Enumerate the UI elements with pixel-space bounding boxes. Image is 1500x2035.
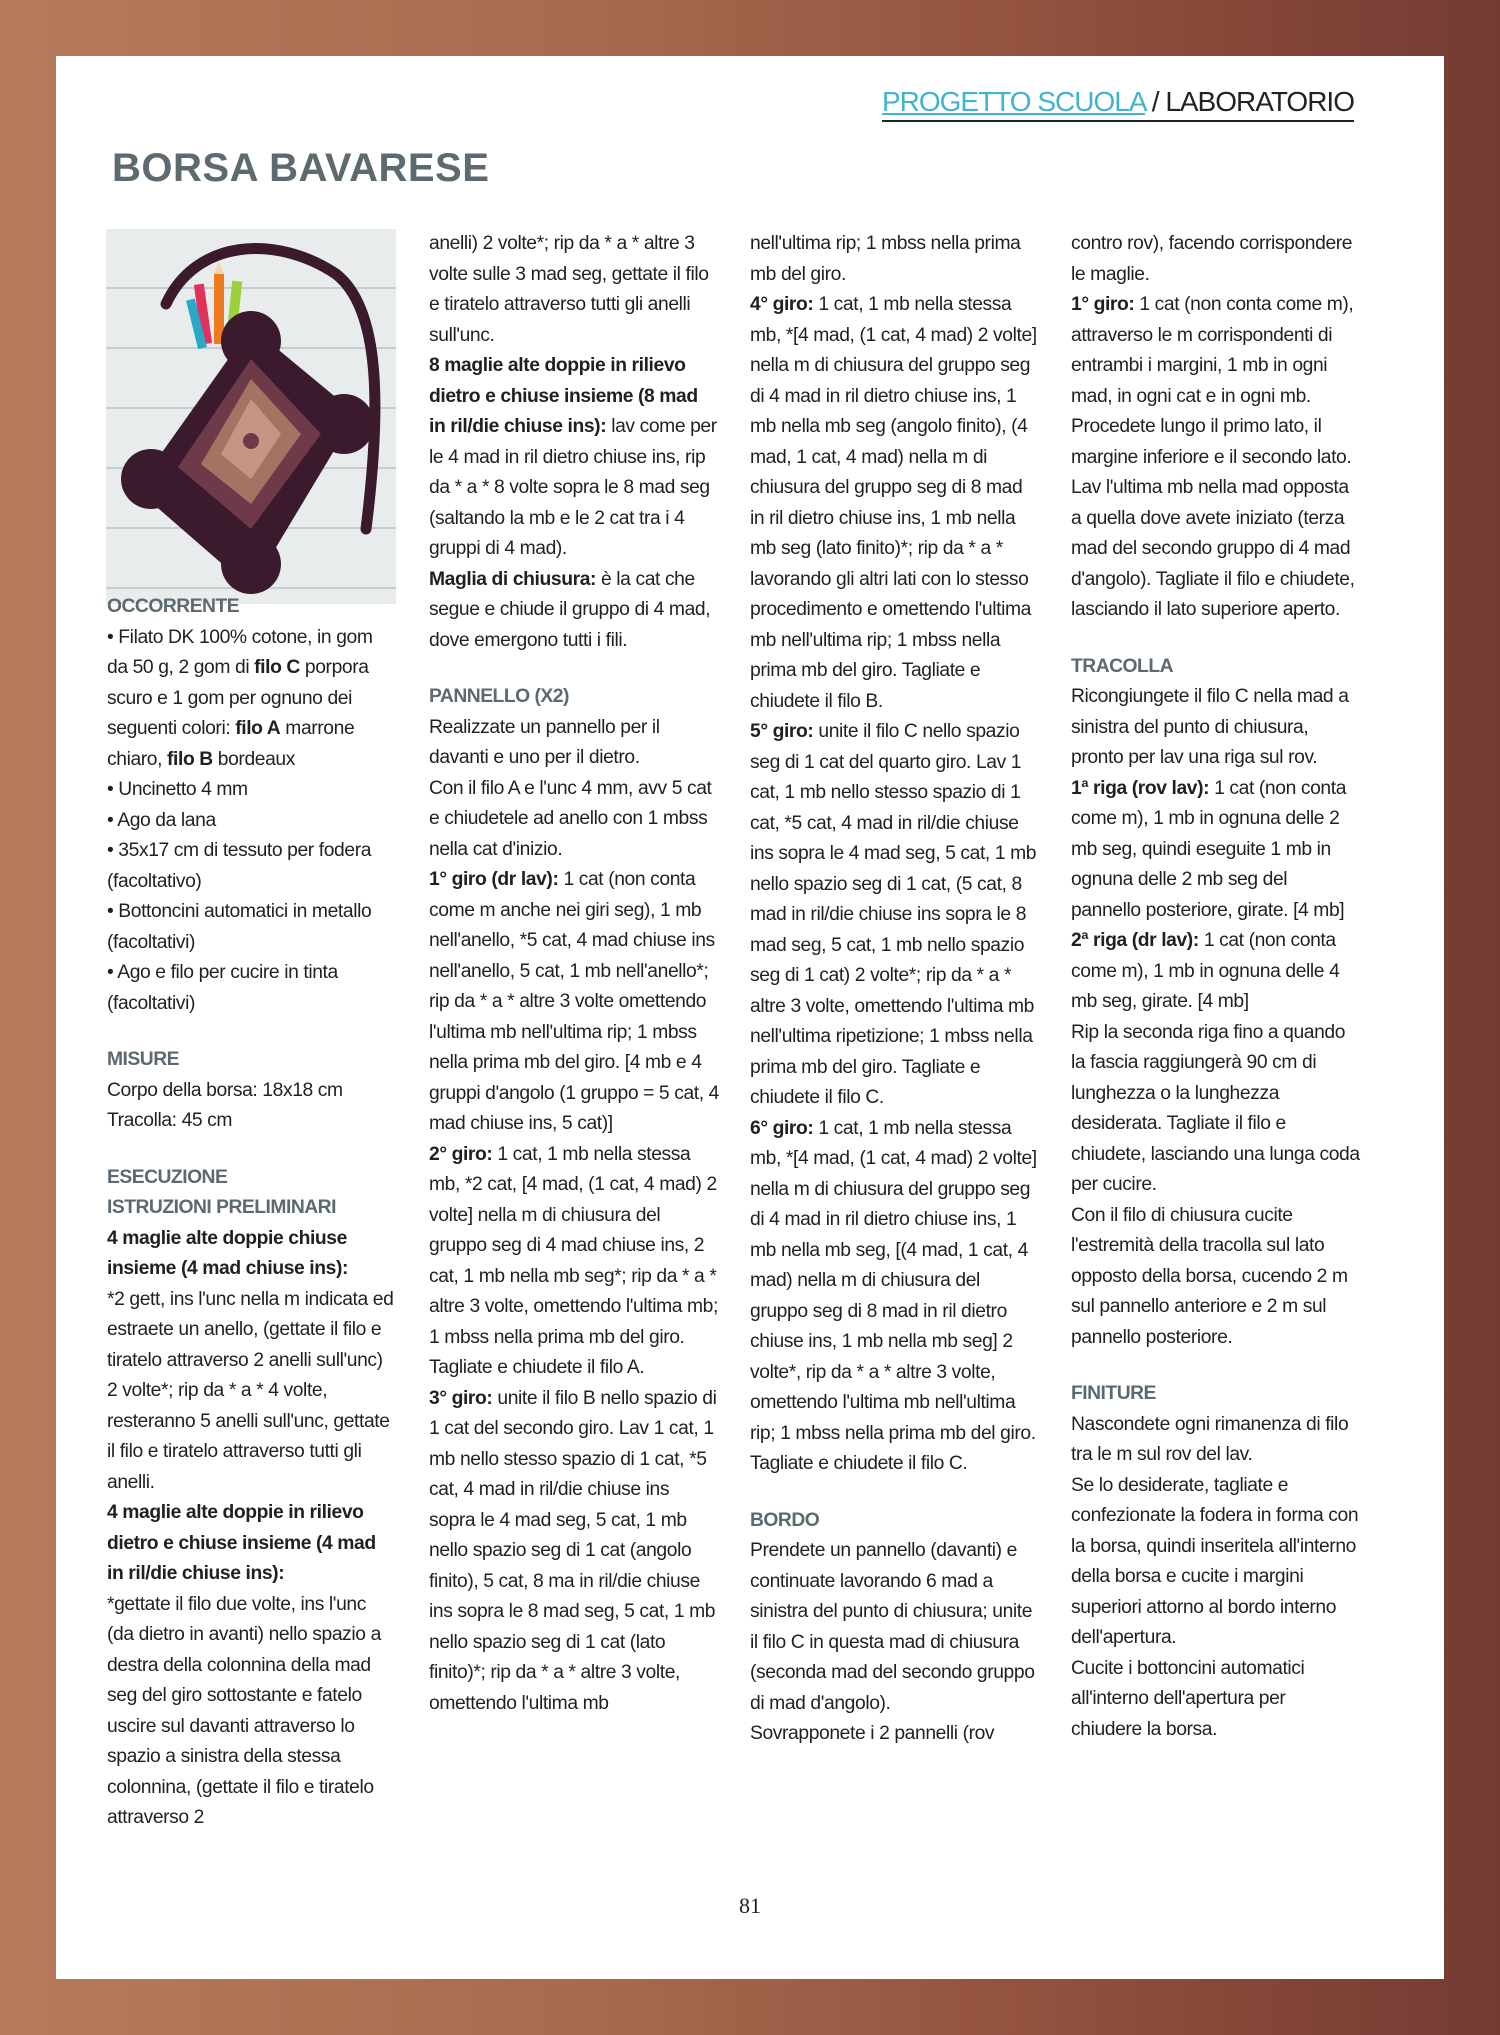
section-header xyxy=(882,86,1354,122)
occorrente-item: • Ago da lana xyxy=(107,809,216,831)
tracolla-text: Rip la seconda riga fino a quando la fascia raggiungerà 90 cm di lunghezza o la lunghezza desiderata. Tagliate il filo e chiudete, lasciando una lunga coda per cucire. xyxy=(1071,1021,1360,1195)
header-section: LABORATORIO xyxy=(1165,86,1354,117)
round-1: 1° giro (dr lav): 1 cat (non conta come m anche nei giri seg), 1 mb nell'anello, *5 cat, 4 mad chiuse ins nell'anello, 5 cat, 1 mb nell'anello*; rip da * a * altre 3 volte omettendo l'ultima mb nell'ultima rip; 1 mbss nella prima mb del giro. [4 mb e 4 gruppi d'angolo (1 gruppo = 5 cat, 4 mad chiuse ins, 5 cat)] xyxy=(429,869,719,1134)
pannello-intro: Realizzate un pannello per il davanti e uno per il dietro. xyxy=(429,716,660,768)
column-3 xyxy=(750,229,1040,1750)
bordo-text: Sovrapponete i 2 pannelli (rov xyxy=(750,1723,995,1744)
pannello-heading: PANNELLO (X2) xyxy=(429,686,569,707)
article-title: BORSA BAVARESE xyxy=(112,146,490,190)
column-1 xyxy=(107,592,397,1834)
misure-heading: MISURE xyxy=(107,1049,179,1070)
round-3: 3° giro: unite il filo B nello spazio di 1 cat del secondo giro. Lav 1 cat, 1 mb nello stesso spazio di 1 cat, *5 cat, 4 mad in ril/die chiuse ins sopra le 4 mad seg, 5 cat, 1 mb nello spazio seg di 1 cat (angolo finito), 5 cat, 8 ma in ril/die chiuse ins sopra le 8 mad seg, 5 cat, 1 mb nello spazio seg di 1 cat (lato finito)*; rip da * a * altre 3 volte, omettendo l'ultima mb xyxy=(429,1387,717,1714)
occorrente-item: • Bottoncini automatici in metallo (facoltativi) xyxy=(107,901,372,953)
stitch-def-continued: anelli) 2 volte*; rip da * a * altre 3 volte sulle 3 mad seg, gettate il filo e tiratelo attraverso tutti gli anelli sull'unc. xyxy=(429,233,709,346)
tracolla-text: Ricongiungete il filo C nella mad a sinistra del punto di chiusura, pronto per lav una riga sul rov. xyxy=(1071,686,1349,768)
finiture-heading: FINITURE xyxy=(1071,1383,1156,1404)
bordo-text: Prendete un pannello (davanti) e continuate lavorando 6 mad a sinistra del punto di chiusura; unite il filo C in questa mad di chiusura (seconda mad del secondo gruppo di mad d'angolo). xyxy=(750,1540,1035,1714)
magazine-page xyxy=(56,56,1444,1979)
stitch-def-4mad: 4 maglie alte doppie chiuse insieme (4 mad chiuse ins): *2 gett, ins l'unc nella m indicata ed estraete un anello, (gettate il filo e tiratelo attraverso 2 anelli sull'unc) 2 volte*; rip da * a * 4 volte, resteranno 5 anelli sull'unc, gettate il filo e tiratelo attraverso tutti gli anelli. xyxy=(107,1227,394,1493)
bordo-round-1: 1° giro: 1 cat (non conta come m), attraverso le m corrispondenti di entrambi i margini, 1 mb in ogni mad, in ogni cat e in ogni mb. Procedete lungo il primo lato, il margine inferiore e il secondo lato. Lav l'ultima mb nella mad opposta a quella dove avete iniziato (terza mad del secondo gruppo di 4 mad d'angolo). Tagliate il filo e chiudete, lasciando il lato superiore aperto. xyxy=(1071,294,1355,620)
bordo-text-continued: contro rov), facendo corrispondere le maglie. xyxy=(1071,233,1353,285)
round-6: 6° giro: 1 cat, 1 mb nella stessa mb, *[4 mad, (1 cat, 4 mad) 2 volte] nella m di chiusura del gruppo seg di 4 mad in ril dietro chiuse ins, 1 mb nella mb seg, [(4 mad, 1 cat, 4 mad) nella m di chiusura del gruppo seg di 8 mad in ril dietro chiuse ins, 1 mb nella mb seg] 2 volte*, rip da * a * altre 3 volte, omettendo l'ultima mb nell'ultima rip; 1 mbss nella prima mb del giro. Tagliate e chiudete il filo C. xyxy=(750,1117,1037,1474)
header-brand-link[interactable]: PROGETTO SCUOLA xyxy=(881,86,1145,117)
finiture-text: Cucite i bottoncini automatici all'interno dell'apertura per chiudere la borsa. xyxy=(1071,1657,1305,1740)
column-4 xyxy=(1071,229,1361,1745)
pannello-intro: Con il filo A e l'unc 4 mm, avv 5 cat e chiudetele ad anello con 1 mbss nella cat d'inizio. xyxy=(429,777,712,860)
misure-line: Tracolla: 45 cm xyxy=(107,1110,233,1131)
round-4: 4° giro: 1 cat, 1 mb nella stessa mb, *[4 mad, (1 cat, 4 mad) 2 volte] nella m di chiusura del gruppo seg di 4 mad in ril dietro chiuse ins, 1 mb nella mb seg (angolo finito), (4 mad, 1 cat, 4 mad) nella m di chiusura del gruppo seg di 8 mad in ril dietro chiuse ins, 1 mb nella mb seg (lato finito)*; rip da * a * lavorando gli altri lati con lo stesso procedimento e omettendo l'ultima mb nell'ultima rip; 1 mbss nella prima mb del giro. Tagliate e chiudete il filo B. xyxy=(750,294,1037,712)
occorrente-item: • Ago e filo per cucire in tinta (facoltativi) xyxy=(107,962,338,1014)
tracolla-row-2: 2ª riga (dr lav): 1 cat (non conta come m), 1 mb in ognuna delle 4 mb seg, girate. [4 mb] xyxy=(1071,930,1340,1012)
tracolla-heading: TRACOLLA xyxy=(1071,655,1174,677)
occorrente-item: • Uncinetto 4 mm xyxy=(107,779,248,800)
column-2 xyxy=(429,229,719,1719)
istruzioni-heading: ISTRUZIONI PRELIMINARI xyxy=(107,1197,336,1218)
finiture-text: Nascondete ogni rimanenza di filo tra le m sul rov del lav. xyxy=(1071,1413,1349,1465)
header-separator: / xyxy=(1144,86,1166,117)
round-3-continued: nell'ultima rip; 1 mbss nella prima mb del giro. xyxy=(750,233,1021,285)
bag-photo xyxy=(106,229,396,604)
page-number: 81 xyxy=(739,1893,761,1918)
stitch-def-chiusura: Maglia di chiusura: è la cat che segue e chiude il gruppo di 4 mad, dove emergono tutti i fili. xyxy=(429,568,711,651)
round-2-end: Tagliate e chiudete il filo A. xyxy=(429,1357,645,1378)
misure-line: Corpo della borsa: 18x18 cm xyxy=(107,1079,343,1101)
occorrente-heading: OCCORRENTE xyxy=(107,596,240,617)
round-5: 5° giro: unite il filo C nello spazio seg di 1 cat del quarto giro. Lav 1 cat, 1 mb nello stesso spazio di 1 cat, *5 cat, 4 mad in ril/die chiuse ins sopra le 4 mad seg, 5 cat, 1 mb nello spazio seg di 1 cat, (5 cat, 8 mad in ril/die chiuse ins sopra le 8 mad seg, 5 cat, 1 mb nello spazio seg di 1 cat) 2 volte*; rip da * a * altre 3 volte, omettendo l'ultima mb nell'ultima ripetizione; 1 mbss nella prima mb del giro. Tagliate e chiudete il filo C. xyxy=(750,721,1037,1108)
tracolla-row-1: 1ª riga (rov lav): 1 cat (non conta come m), 1 mb in ognuna delle 2 mb seg, quindi eseguite 1 mb in ognuna delle 2 mb seg del pannello posteriore, girate. [4 mb] xyxy=(1071,777,1347,921)
finiture-text: Se lo desiderate, tagliate e confezionate la fodera in forma con la borsa, quindi inseritela all'interno della borsa e cucite i margini superiori attorno al bordo interno dell'apertura. xyxy=(1071,1474,1359,1648)
stitch-def-4mad-ril: 4 maglie alte doppie in rilievo dietro e chiuse insieme (4 mad in ril/die chiuse ins): *gettate il filo due volte, ins l'unc (da dietro in avanti) nello spazio a destra della colonnina della mad seg del giro sottostante e fatelo uscire sul davanti attraverso lo spazio a sinistra della stessa colonnina, (gettate il filo e tiratelo attraverso 2 xyxy=(107,1502,381,1828)
tracolla-text: Con il filo di chiusura cucite l'estremità della tracolla sul lato opposto della borsa, cucendo 2 m sul pannello anteriore e 2 m sul pannello posteriore. xyxy=(1071,1204,1348,1348)
occorrente-item-yarn: • Filato DK 100% cotone, in gom da 50 g, 2 gom di filo C porpora scuro e 1 gom per ognuno dei seguenti colori: filo A marrone chiaro, filo B bordeaux xyxy=(107,626,373,770)
bordo-heading: BORDO xyxy=(750,1509,820,1531)
occorrente-item: • 35x17 cm di tessuto per fodera (facoltativo) xyxy=(107,840,372,892)
esecuzione-heading: ESECUZIONE xyxy=(107,1166,228,1188)
round-2: 2° giro: 1 cat, 1 mb nella stessa mb, *2 cat, [4 mad, (1 cat, 4 mad) 2 volte] nella m di chiusura del gruppo seg di 4 mad chiuse ins, 2 cat, 1 mb nella mb seg*; rip da * a * altre 3 volte, omettendo l'ultima mb; 1 mbss nella prima mb del giro. xyxy=(429,1143,718,1348)
stitch-def-8mad-ril: 8 maglie alte doppie in rilievo dietro e chiuse insieme (8 mad in ril/die chiuse ins): lav come per le 4 mad in ril dietro chiuse ins, rip da * a * 8 volte sopra le 8 mad seg (saltando la mb e le 2 cat tra i 4 gruppi di 4 mad). xyxy=(429,355,717,559)
